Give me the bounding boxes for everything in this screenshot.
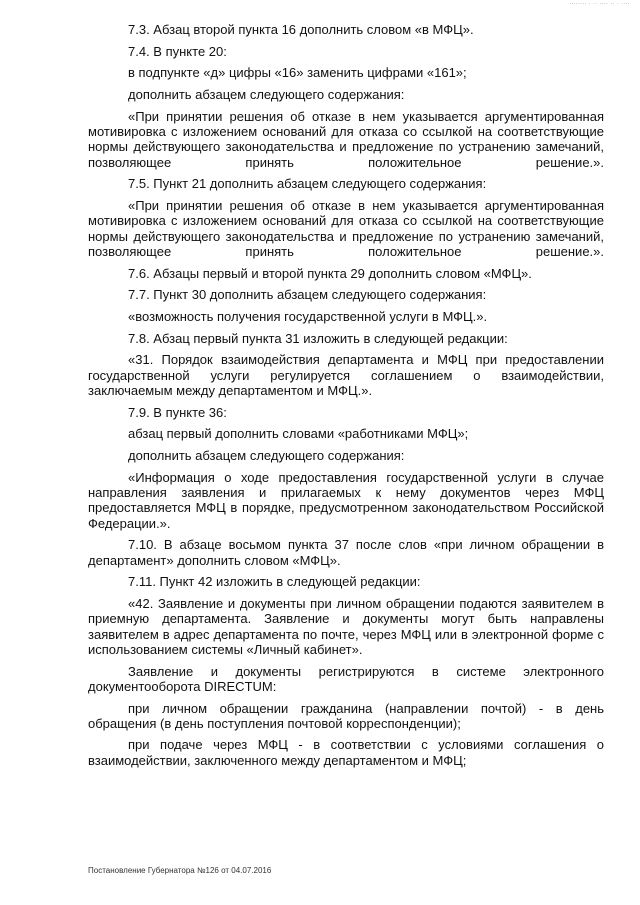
- paragraph-7-7-quote: «возможность получения государственной услуги в МФЦ.».: [128, 308, 488, 324]
- paragraph-7-9-first: абзац первый дополнить словами «работниками МФЦ»;: [128, 426, 469, 442]
- paragraph-registration: Заявление и документы регистрируются в системе электронного документооборота DIRECTUM:: [88, 663, 604, 694]
- paragraph-7-10: 7.10. В абзаце восьмом пункта 37 после слов «при личном обращении в департамент» дополнить словом «МФЦ».: [88, 537, 604, 568]
- paragraph-7-8-quote: «31. Порядок взаимодействия департамента и МФЦ при предоставлении государственной услуги регулируется соглашением о взаимодействии, заключаемым между департаментом и МФЦ.».: [88, 352, 604, 398]
- footer-note: Постановление Губернатора №126 от 04.07.2016: [88, 866, 272, 875]
- paragraph-7-4-quote: «При принятии решения об отказе в нем указывается аргументированная мотивировка с изложением оснований для отказа со ссылкой на соответствующие нормы действующего законодательства и предложение по устранению замечаний, позволяющее принять положительное решение.».: [88, 108, 604, 170]
- paragraph-7-5: 7.5. Пункт 21 дополнить абзацем следующего содержания:: [128, 176, 487, 192]
- paragraph-7-5-quote: «При принятии решения об отказе в нем указывается аргументированная мотивировка с изложением оснований для отказа со ссылкой на соответствующие нормы действующего законодательства и предложение по устранению замечаний, позволяющее принять положительное решение.».: [88, 198, 604, 259]
- corner-mark: ........ . .. .... .. . ....: [569, 0, 630, 6]
- paragraph-7-4: 7.4. В пункте 20:: [128, 43, 227, 59]
- paragraph-personal-appeal: при личном обращении гражданина (направлении почтой) - в день обращения (в день поступления почтовой корреспонденции);: [88, 700, 604, 731]
- paragraph-mfc-submission: при подаче через МФЦ - в соответствии с условиями соглашения о взаимодействии, заключенного между департаментом и МФЦ;: [88, 737, 604, 768]
- document-body: [88, 22, 604, 774]
- paragraph-7-6: 7.6. Абзацы первый и второй пункта 29 дополнить словом «МФЦ».: [128, 265, 532, 281]
- paragraph-7-7: 7.7. Пункт 30 дополнить абзацем следующего содержания:: [128, 287, 487, 303]
- paragraph-7-8: 7.8. Абзац первый пункта 31 изложить в следующей редакции:: [128, 330, 508, 346]
- paragraph-7-9: 7.9. В пункте 36:: [128, 404, 227, 420]
- paragraph-7-3: 7.3. Абзац второй пункта 16 дополнить словом «в МФЦ».: [128, 22, 474, 37]
- paragraph-7-11: 7.11. Пункт 42 изложить в следующей редакции:: [128, 574, 421, 590]
- paragraph-7-4-sub-d: в подпункте «д» цифры «16» заменить цифрами «161»;: [128, 65, 467, 81]
- paragraph-7-11-quote: «42. Заявление и документы при личном обращении подаются заявителем в приемную департамента. Заявление и документы могут быть направлены заявителем в адрес департамента по почте, через МФЦ или в электронной форме с использованием системы «Личный кабинет».: [88, 595, 604, 657]
- paragraph-7-4-add: дополнить абзацем следующего содержания:: [128, 87, 405, 103]
- paragraph-7-9-quote: «Информация о ходе предоставления государственной услуги в случае направления заявления и прилагаемых к нему документов через МФЦ предоставляется МФЦ в порядке, предусмотренном законодательством Российской Федерации.».: [88, 469, 604, 531]
- paragraph-7-9-add: дополнить абзацем следующего содержания:: [128, 448, 405, 463]
